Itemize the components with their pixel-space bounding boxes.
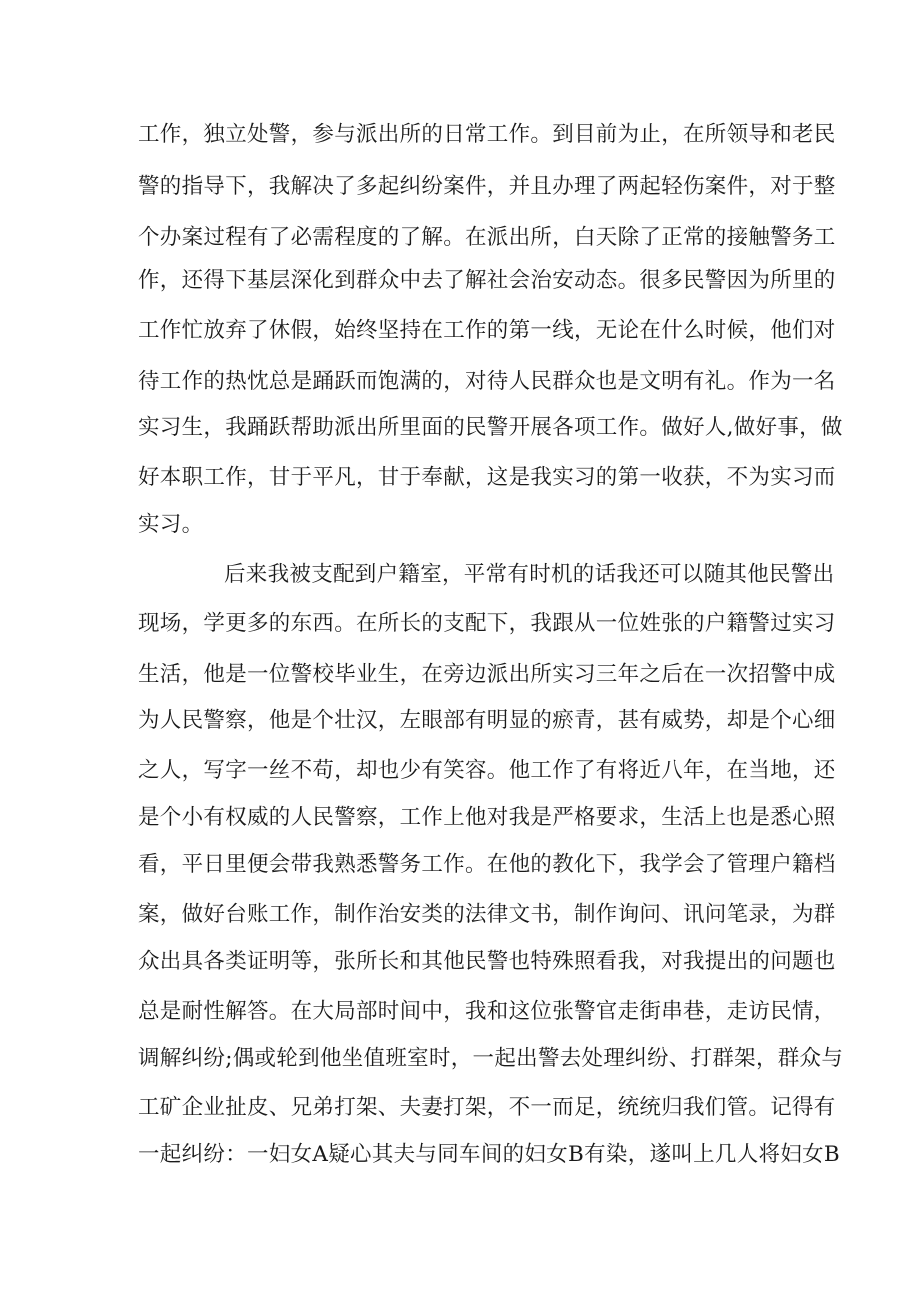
text-line: 一起纠纷：一妇女A疑心其夫与同车间的妇女B有染，遂叫上几人将妇女B	[138, 1142, 841, 1167]
text-line: 工矿企业扯皮、兄弟打架、夫妻打架，不一而足，统统归我们管。记得有	[138, 1095, 836, 1120]
text-line: 看，平日里便会带我熟悉警务工作。在他的教化下，我学会了管理户籍档	[138, 852, 836, 877]
text-line: 后来我被支配到户籍室，平常有时机的话我还可以随其他民警出	[224, 562, 835, 587]
text-line: 好本职工作，甘于平凡，甘于奉献，这是我实习的第一收获，不为实习而	[138, 465, 836, 490]
text-line: 总是耐性解答。在大局部时间中，我和这位张警官走街串巷，走访民情，	[138, 999, 836, 1024]
text-line: 待工作的热忱总是踊跃而饱满的，对待人民群众也是文明有礼。作为一名	[138, 369, 836, 394]
text-line: 作，还得下基层深化到群众中去了解社会治安动态。很多民警因为所里的	[138, 268, 836, 293]
text-line: 现场，学更多的东西。在所长的支配下，我跟从一位姓张的户籍警过实习	[138, 611, 836, 636]
text-line: 实习。	[138, 512, 204, 537]
text-line: 实习生，我踊跃帮助派出所里面的民警开展各项工作。做好人,做好事，做	[138, 415, 843, 440]
text-line: 调解纠纷;偶或轮到他坐值班室时，一起出警去处理纠纷、打群架，群众与	[138, 1046, 844, 1071]
text-line: 个办案过程有了必需程度的了解。在派出所，白天除了正常的接触警务工	[138, 225, 836, 250]
text-line: 警的指导下，我解决了多起纠纷案件，并且办理了两起轻伤案件，对于整	[138, 174, 836, 199]
text-line: 为人民警察，他是个壮汉，左眼部有明显的瘀青，甚有威势，却是个心细	[138, 708, 836, 733]
text-line: 之人，写字一丝不苟，却也少有笑容。他工作了有将近八年，在当地，还	[138, 758, 836, 783]
text-line: 案，做好台账工作，制作治安类的法律文书，制作询问、讯问笔录，为群	[138, 902, 836, 927]
text-line: 生活，他是一位警校毕业生，在旁边派出所实习三年之后在一次招警中成	[138, 662, 836, 687]
text-line: 是个小有权威的人民警察，工作上他对我是严格要求，生活上也是悉心照	[138, 805, 836, 830]
text-line: 众出具各类证明等，张所长和其他民警也特殊照看我，对我提出的问题也	[138, 949, 836, 974]
text-line: 工作忙放弃了休假，始终坚持在工作的第一线，无论在什么时候，他们对	[138, 318, 836, 343]
text-line: 工作，独立处警，参与派出所的日常工作。到目前为止，在所领导和老民	[138, 122, 836, 147]
